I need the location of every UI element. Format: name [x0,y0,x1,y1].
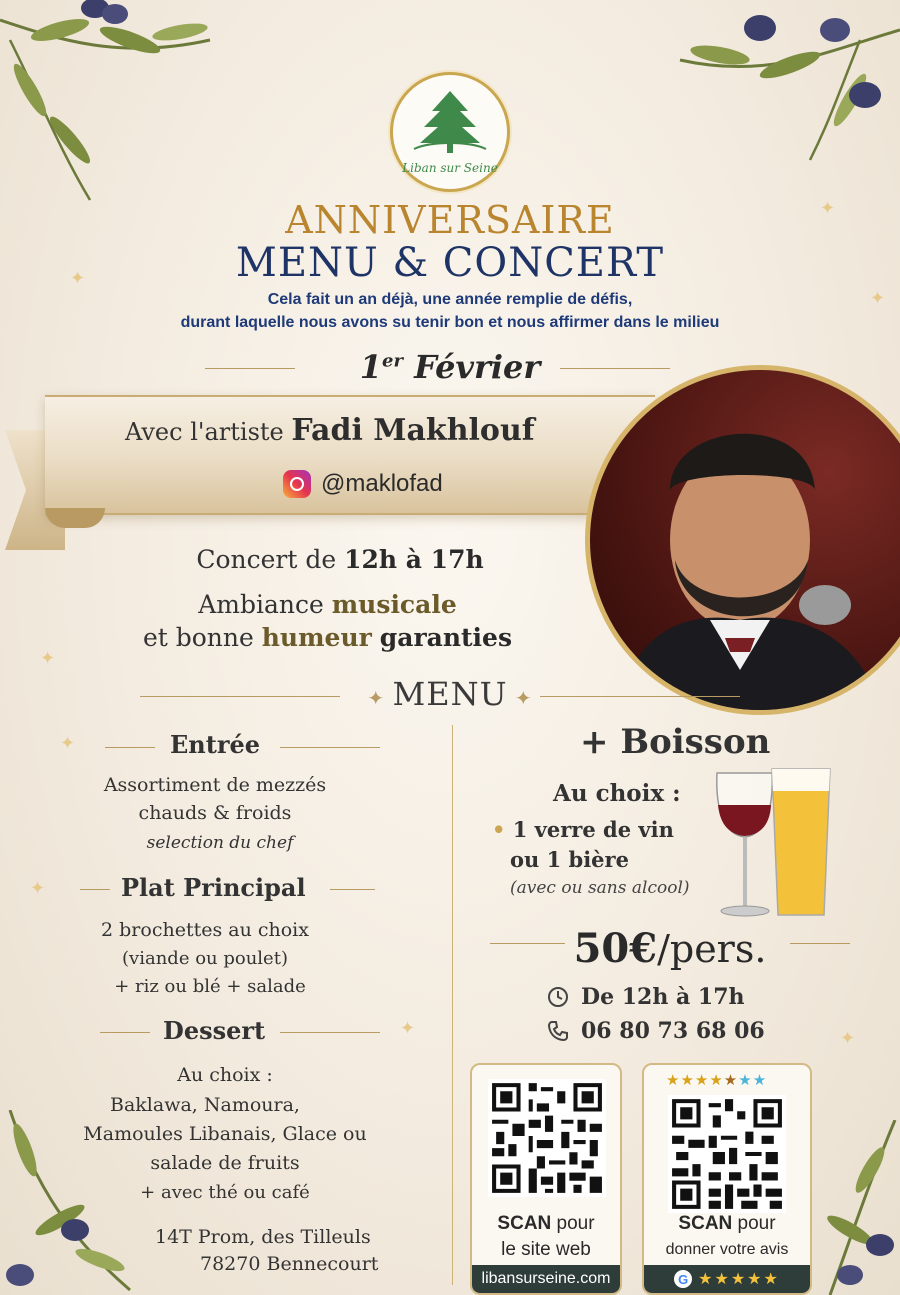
event-date [300,348,600,386]
olive-branch-top-right [660,0,900,170]
artist-name: Fadi Makhlouf [291,413,535,448]
qr-website-scan: SCAN [497,1213,552,1234]
boisson-option2: ou 1 bière [510,847,629,872]
wine-beer-glasses-icon [712,765,842,925]
qr-website-label: le site web [501,1239,591,1260]
date-number: 1 [359,348,383,386]
sparkle-icon: ✦ [60,733,76,754]
qr-website-pour: pour [556,1213,595,1234]
boisson-title: + Boisson [580,722,771,762]
dessert-line1: Au choix : [177,1064,273,1086]
google-icon: G [674,1270,692,1288]
concert-hours: 12h à 17h [344,545,484,574]
qr-code-icon [668,1095,786,1213]
entree-line3: selection du chef [146,833,294,853]
website-url[interactable]: libansurseine.com [472,1265,620,1293]
qr-review-label: donner votre avis [665,1241,789,1258]
phone-row[interactable] [547,1018,765,1044]
garanties-word: garanties [379,623,513,652]
bonne-word: et bonne [142,623,254,652]
address-line2: 78270 Bennecourt [200,1253,379,1275]
rating-stars-icon: ★★★★★★★ [666,1071,768,1089]
dessert-line2: Baklawa, Namoura, [110,1094,300,1116]
star-icon: ✦ [507,686,533,710]
bullet-icon: • [492,817,506,842]
boisson-option1: 1 verre de vin [512,817,674,842]
qr-code-website[interactable] [488,1079,606,1197]
sparkle-icon: ✦ [840,1028,856,1049]
sparkle-icon: ✦ [30,878,46,899]
restaurant-logo [390,72,510,192]
qr-code-icon [488,1079,606,1197]
dessert-line4: salade de fruits [150,1152,300,1174]
entree-rule-right [280,747,380,748]
ambiance-line1 [0,590,655,619]
instagram-link[interactable] [283,470,443,498]
entree-line1: Assortiment de mezzés [103,774,327,796]
qr-review-scan-line [644,1213,810,1235]
concert-prefix: Concert de [196,545,337,574]
boisson-choice-label: Au choix : [553,780,681,807]
instagram-handle: @maklofad [321,470,443,497]
plat-line2: (viande ou poulet) [122,948,288,969]
plat-rule-left [80,889,110,890]
ribbon-curl [45,508,105,528]
entree-title: Entrée [170,730,261,759]
concert-time [0,545,680,574]
ambiance-word: Ambiance [198,590,324,619]
hours-row [547,984,745,1010]
ambiance-line2 [0,623,655,652]
plat-title: Plat Principal [121,873,306,902]
google-stars: ★★★★★ [698,1271,780,1288]
address-line1: 14T Prom, des Tilleuls [155,1226,371,1248]
price-unit: /pers. [657,927,767,971]
boisson-options [492,815,674,875]
column-divider [452,725,453,1285]
instagram-icon [283,470,311,498]
qr-website-scan-line [472,1213,620,1235]
musicale-word: musicale [331,590,457,619]
sparkle-icon: ✦ [820,198,836,219]
clock-icon [547,986,569,1008]
qr-review-pour: pour [737,1213,776,1234]
hours-text: De 12h à 17h [581,984,745,1010]
qr-code-review[interactable] [668,1095,786,1213]
price [0,925,900,972]
phone-icon [547,1020,569,1042]
plat-line3: + riz ou blé + salade [114,976,306,997]
cedar-tree-icon [410,89,490,159]
sparkle-icon: ✦ [870,288,886,309]
dessert-title: Dessert [163,1016,266,1045]
olive-branch-bottom-right [810,1120,900,1295]
star-icon: ✦ [367,686,393,710]
sparkle-icon: ✦ [70,268,86,289]
plat-line1: 2 brochettes au choix [101,919,309,941]
menu-heading-text: MENU [392,675,508,713]
sparkle-icon: ✦ [40,648,56,669]
google-review-badge[interactable] [644,1265,810,1293]
dessert-rule-right [280,1032,380,1033]
boisson-note: (avec ou sans alcool) [510,878,690,898]
dessert-line3: Mamoules Libanais, Glace ou [83,1123,367,1145]
plat-rule-right [330,889,375,890]
date-suffix: er [382,350,403,372]
qr-review-scan: SCAN [678,1213,733,1234]
qr-card-website[interactable] [470,1063,622,1295]
price-amount: 50€ [573,925,658,972]
artist-prefix: Avec l'artiste [125,418,284,446]
menu-heading [0,675,900,713]
logo-text: Liban sur Seine [402,161,498,175]
phone-number: 06 80 73 68 06 [581,1018,765,1044]
entree-line2: chauds & froids [138,802,292,824]
humeur-word: humeur [261,623,372,652]
divider-left [205,368,295,369]
singer-photo [590,370,900,710]
title-menu-concert: MENU & CONCERT [235,240,665,286]
title-anniversaire: ANNIVERSAIRE [285,198,615,242]
intro-text-line2: durant laquelle nous avons su tenir bon et nous affirmer dans le milieu [180,314,720,331]
sparkle-icon: ✦ [400,1018,416,1039]
artist-line [125,413,535,448]
date-month: Février [414,348,541,386]
olive-branch-top-left [0,0,230,210]
intro-text-line1: Cela fait un an déjà, une année remplie de défis, [267,291,633,308]
dessert-line5: + avec thé ou café [140,1182,310,1203]
qr-card-review[interactable] [642,1063,812,1295]
entree-rule-left [105,747,155,748]
dessert-rule-left [100,1032,150,1033]
